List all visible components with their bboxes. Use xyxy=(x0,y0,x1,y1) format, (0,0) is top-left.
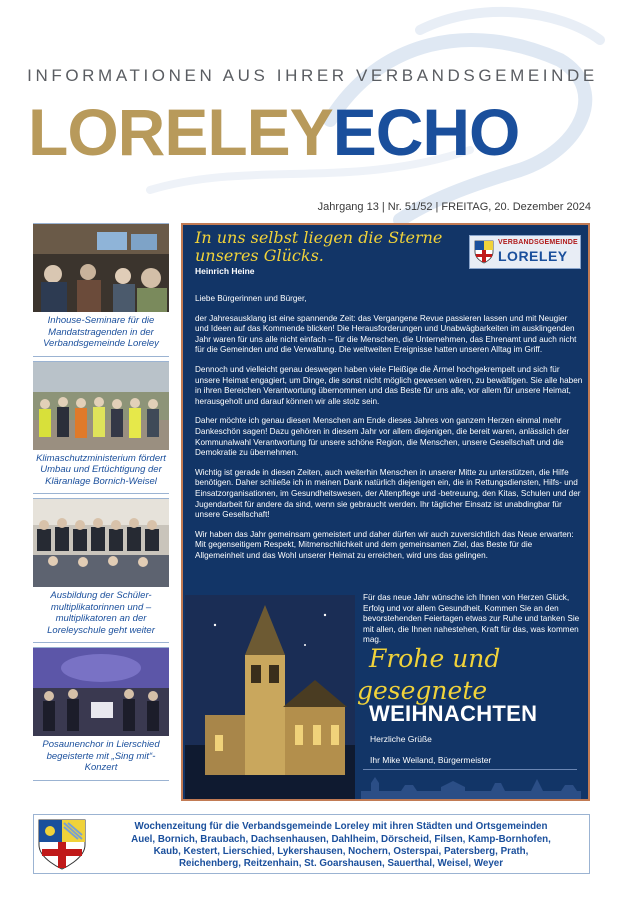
coat-of-arms-icon xyxy=(474,240,494,264)
church-illustration xyxy=(185,595,355,801)
paragraph-2: Dennoch und vielleicht genau deswegen haben viele Fleißige die Ärmel hochgekrempelt und sich für unsere Heimat engagiert, um Dinge, die sonst nicht möglich gewesen wären, zu bewältigen. Sie alle haben in ihren Bereichen Verantwortung übernommen und das Beste für uns alle, vor allem für unsere Heimat, herausgeholt und darauf können wir alle stolz sein. xyxy=(195,364,583,406)
towns-line-2: Kaub, Kestert, Lierschied, Lykershausen, Nochern, Osterspai, Patersberg, Prath, xyxy=(153,846,529,857)
greeting: Herzliche Grüße xyxy=(370,734,432,744)
towns-line-1: Auel, Bornich, Braubach, Dachsenhausen, Dahlheim, Dörscheid, Filsen, Kamp-Bornhofen, xyxy=(131,834,551,845)
caption-posaunenchor[interactable]: Posaunenchor in Lierschied begeisterte mit „Sing mit“-Konzert xyxy=(33,736,169,781)
masthead-echo: ECHO xyxy=(332,95,520,169)
photo-seminar[interactable] xyxy=(33,223,169,312)
photo-loreleyschule[interactable] xyxy=(33,498,169,587)
skyline-illustration xyxy=(361,773,581,801)
paragraph-3: Daher möchte ich genau diesen Menschen am Ende dieses Jahres von ganzem Herzen einmal mehr Dankeschön sagen! Dazu gehören in diesem Jahr vor allem diejenigen, die bereit waren, anlässlich der Kommunalwahl Verantwortung für unsere schöne Region, die Menschen, unsere Gesellschaft und die Demokratie zu übernehmen. xyxy=(195,416,570,458)
weihnachten-heading: WEIHNACHTEN xyxy=(369,701,538,726)
paragraph-1: der Jahresausklang ist eine spannende Zeit: das Vergangene Revue passieren lassen und mit Neugier und Ideen auf das Kommende blicken! Die Herausforderungen und Unabwägbarkeiten im ausklingenden Jahr waren für uns alle nicht einfach – für die Menschen, die Unternehmen, das Ehrenamt und auch nicht für die Gemeinden und die Verwaltung. Die weltweiten Ereignisse hatten unseren Alltag im Griff. xyxy=(195,313,577,355)
caption-loreleyschule[interactable]: Ausbildung der Schüler-multiplikatorinnen und –multiplikatoren an der Loreleyschule geht weiter xyxy=(33,587,169,643)
quote-line-2: unseres Glücks. xyxy=(195,246,324,265)
paragraph-4: Wichtig ist gerade in diesen Zeiten, auch weiterhin Menschen in unserer Mitte zu unterstützen, die Hilfe benötigen. Daher schließe ich in meinen Dank natürlich diejenigen ein, die in Rettungsdiensten, Hilfs- und Einsatzorganisationen, im Gesundheitswesen, der Altenpflege und -betreuung, den Kitas, Schulen und der Jugendarbeit für andere da sind, wenn sie gebraucht werden. Ihr täglicher Einsatz ist unabdingbar für unsere Gesellschaft! xyxy=(195,467,581,520)
masthead-title xyxy=(28,92,519,172)
paragraph-5: Wir haben das Jahr gemeinsam gemeistert und daher dürfen wir auch zuversichtlich das Neue erwarten: Mit gegenseitigem Respekt, Mitmenschlichkeit und dem gemeinsamen Ziel, das Beste für die Allgemeinheit und das Wohl unserer Heimat zu erreichen, wird uns das gelingen. xyxy=(195,529,574,560)
photo-klaeranlage[interactable] xyxy=(33,361,169,450)
issue-info: Jahrgang 13 | Nr. 51/52 | FREITAG, 20. Dezember 2024 xyxy=(317,201,591,213)
footer-title: Wochenzeitung für die Verbandsgemeinde Loreley mit ihren Städten und Ortsgemeinden xyxy=(134,821,548,832)
logo-line-1: VERBANDSGEMEINDE xyxy=(498,239,578,246)
salutation: Liebe Bürgerinnen und Bürger, xyxy=(195,294,307,303)
signature: Ihr Mike Weiland, Bürgermeister xyxy=(370,755,492,765)
klaeranlage-photo-image xyxy=(33,362,169,450)
header-kicker: INFORMATIONEN AUS IHRER VERBANDSGEMEINDE xyxy=(27,66,598,85)
footer-coat-of-arms-icon xyxy=(36,817,88,871)
logo-line-2: LORELEY xyxy=(498,248,568,264)
letter-body xyxy=(195,294,583,570)
quote-author: Heinrich Heine xyxy=(195,266,255,276)
loreleyschule-photo-image xyxy=(33,499,169,587)
seminar-photo-image xyxy=(33,224,169,312)
quote-line-1: In uns selbst liegen die Sterne xyxy=(195,228,443,247)
christmas-letter-box xyxy=(181,223,590,801)
caption-seminar[interactable]: Inhouse-Seminare für die Mandatstragenden in der Verbandsgemeinde Loreley xyxy=(33,312,169,357)
signature-divider xyxy=(363,769,577,770)
gesegnete-heading: gesegnete xyxy=(357,676,488,705)
photo-posaunenchor[interactable] xyxy=(33,647,169,736)
closing-paragraph: Für das neue Jahr wünsche ich Ihnen von Herzen Glück, Erfolg und vor allem Gesundheit. Kommen Sie an den bevorstehenden Feiertagen etwas zur Ruhe und tanken Sie mit allen, die Ihnen nahestehen, Kraft für das, was kommen mag. xyxy=(363,593,580,645)
footer-towns xyxy=(92,834,590,870)
frohe-und-heading: Frohe und xyxy=(369,644,501,673)
quote-text xyxy=(195,229,442,265)
sidebar-teasers xyxy=(33,223,169,785)
verbandsgemeinde-logo xyxy=(469,235,581,269)
masthead-loreley: LORELEY xyxy=(28,95,333,169)
caption-klaeranlage[interactable]: Klimaschutzministerium fördert Umbau und Ertüchtigung der Kläranlage Bornich-Weisel xyxy=(33,450,169,495)
footer-box xyxy=(33,814,590,874)
towns-line-3: Reichenberg, Reitzenhain, St. Goarshausen, Sauerthal, Weisel, Weyer xyxy=(178,858,504,869)
posaunenchor-photo-image xyxy=(33,648,169,736)
